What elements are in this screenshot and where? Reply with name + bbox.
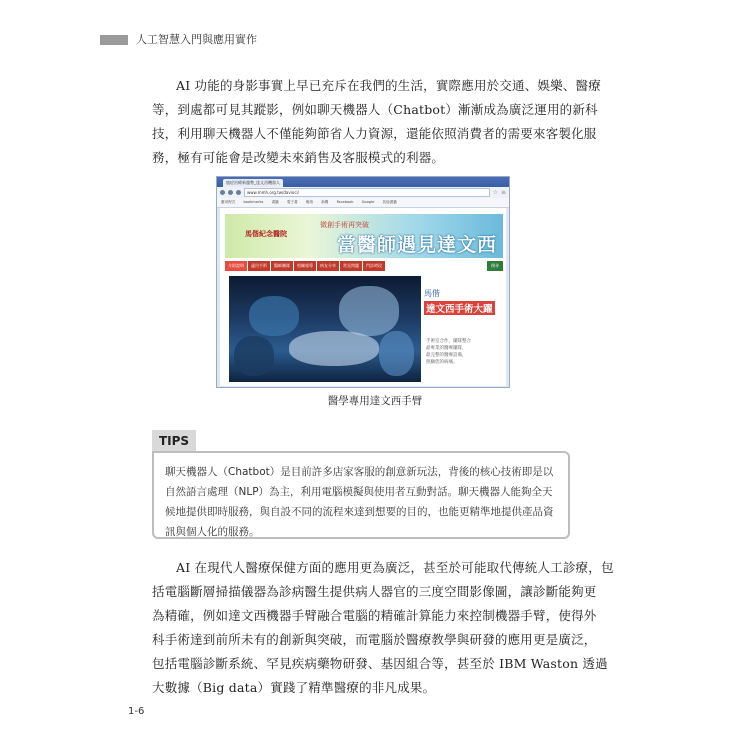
side-title-highlight: 達文西手術大躍 xyxy=(424,301,495,315)
tips-label: TIPS xyxy=(152,430,196,452)
website-content xyxy=(220,208,506,386)
site-nav-item: 常見問題 xyxy=(340,261,362,271)
site-nav-item: 醫師團隊 xyxy=(271,261,293,271)
paragraph-line: 等，到處都可見其蹤影，例如聊天機器人（Chatbot）漸漸成為廣泛運用的新科 xyxy=(152,102,598,117)
site-nav-item: 介紹說明 xyxy=(225,261,247,271)
reload-icon xyxy=(236,190,241,195)
site-nav-item: 門診時段 xyxy=(363,261,385,271)
bookmarks-bar xyxy=(217,198,509,208)
tips-line: 候地提供即時服務，與自設不同的流程來達到想要的目的，也能更精準地提供產品資 xyxy=(165,506,554,518)
site-nav-item: 適用手術 xyxy=(248,261,270,271)
bookmark-item: 書籤 xyxy=(271,200,279,204)
header-bar xyxy=(100,35,128,45)
browser-address-bar xyxy=(217,187,509,198)
side-text-line: 最完整的醫療設備， xyxy=(426,353,467,358)
site-search-button: 搜尋 xyxy=(487,261,503,271)
paragraph-1 xyxy=(152,74,601,170)
page-number: 1-6 xyxy=(128,706,145,717)
side-text-line: 照顧您的病痛。 xyxy=(426,360,458,365)
tips-line: 自然語言處理（NLP）為主，利用電腦模擬與使用者互動對話。聊天機器人能夠全天 xyxy=(165,486,553,498)
running-header-title: 人工智慧入門與應用實作 xyxy=(136,33,257,46)
bookmark-item: Google xyxy=(361,200,375,204)
tips-text xyxy=(165,462,565,542)
paragraph-line: AI 在現代人醫療保健方面的應用更為廣泛，甚至於可能取代傳統人工診療，包 xyxy=(176,560,614,575)
menu-icon: ≡ xyxy=(500,189,506,196)
paragraph-line: 為精確，例如達文西機器手臂融合電腦的精確計算能力來控制機器手臂，使得外 xyxy=(152,608,597,623)
paragraph-line: 大數據（Big data）實踐了精準醫療的非凡成果。 xyxy=(152,680,436,695)
bookmark-item: bookmarks xyxy=(243,200,264,204)
surgery-photo xyxy=(229,276,421,382)
forward-icon xyxy=(228,190,233,195)
url-field: www.mmh.org.tw/davinci/ xyxy=(244,188,490,197)
site-nav xyxy=(225,261,503,271)
bookmark-item: 應用程式 xyxy=(221,200,236,204)
paragraph-line: AI 功能的身影事實上早已充斥在我們的生活，實際應用於交通、娛樂、醫療 xyxy=(176,78,601,93)
banner-subtitle: 微創手術再突破 xyxy=(320,221,369,229)
bookmark-item: 電子書 xyxy=(286,200,298,204)
browser-tab-bar xyxy=(217,177,509,187)
tips-line: 聊天機器人（Chatbot）是目前許多店家客服的創意新玩法，背後的核心技術即是以 xyxy=(165,466,554,478)
paragraph-line: 包括電腦診斷系統、罕見疾病藥物研發、基因組合等，甚至於 IBM Waston 透過 xyxy=(152,656,608,671)
side-description xyxy=(426,338,492,366)
site-nav-item: 相關報導 xyxy=(294,261,316,271)
bookmark-item: 新聞 xyxy=(321,200,329,204)
paragraph-line: 括電腦斷層掃描儀器為診病醫生提供病人器官的三度空間影像圖，讓診斷能夠更 xyxy=(152,584,597,599)
side-title: 馬偕 xyxy=(424,289,440,298)
bookmark-item: 其他書籤 xyxy=(382,200,397,204)
paragraph-line: 技，利用聊天機器人不僅能夠節省人力資源，還能依照消費者的需要來客製化服 xyxy=(152,126,597,141)
tips-line: 訊與個人化的服務。 xyxy=(165,526,260,538)
bookmark-item: 報紙 xyxy=(305,200,314,204)
browser-tab: 癌症治療新趨勢_達文西機器人 xyxy=(223,179,283,187)
star-icon: ☆ xyxy=(492,189,498,196)
paragraph-line: 務，極有可能會是改變未來銷售及客服模式的利器。 xyxy=(152,150,445,165)
paragraph-2 xyxy=(152,556,614,700)
figure-caption: 醫學專用達文西手臂 xyxy=(327,395,423,407)
site-banner xyxy=(225,214,503,258)
hospital-logo: 馬偕紀念醫院 xyxy=(245,229,287,238)
banner-title: 當醫師遇見達文西 xyxy=(337,234,498,256)
side-text-line: 最專業的醫療團隊， xyxy=(426,346,467,351)
side-text-line: 手術室合作，團隊整合 xyxy=(426,339,471,344)
bookmark-item: Facebook xyxy=(336,200,354,204)
back-icon xyxy=(220,190,225,195)
paragraph-line: 科手術達到前所未有的創新與突破，而電腦於醫療教學與研發的應用更是廣泛， xyxy=(152,632,597,647)
browser-screenshot-figure xyxy=(216,176,510,388)
site-nav-item: 病友分享 xyxy=(317,261,339,271)
